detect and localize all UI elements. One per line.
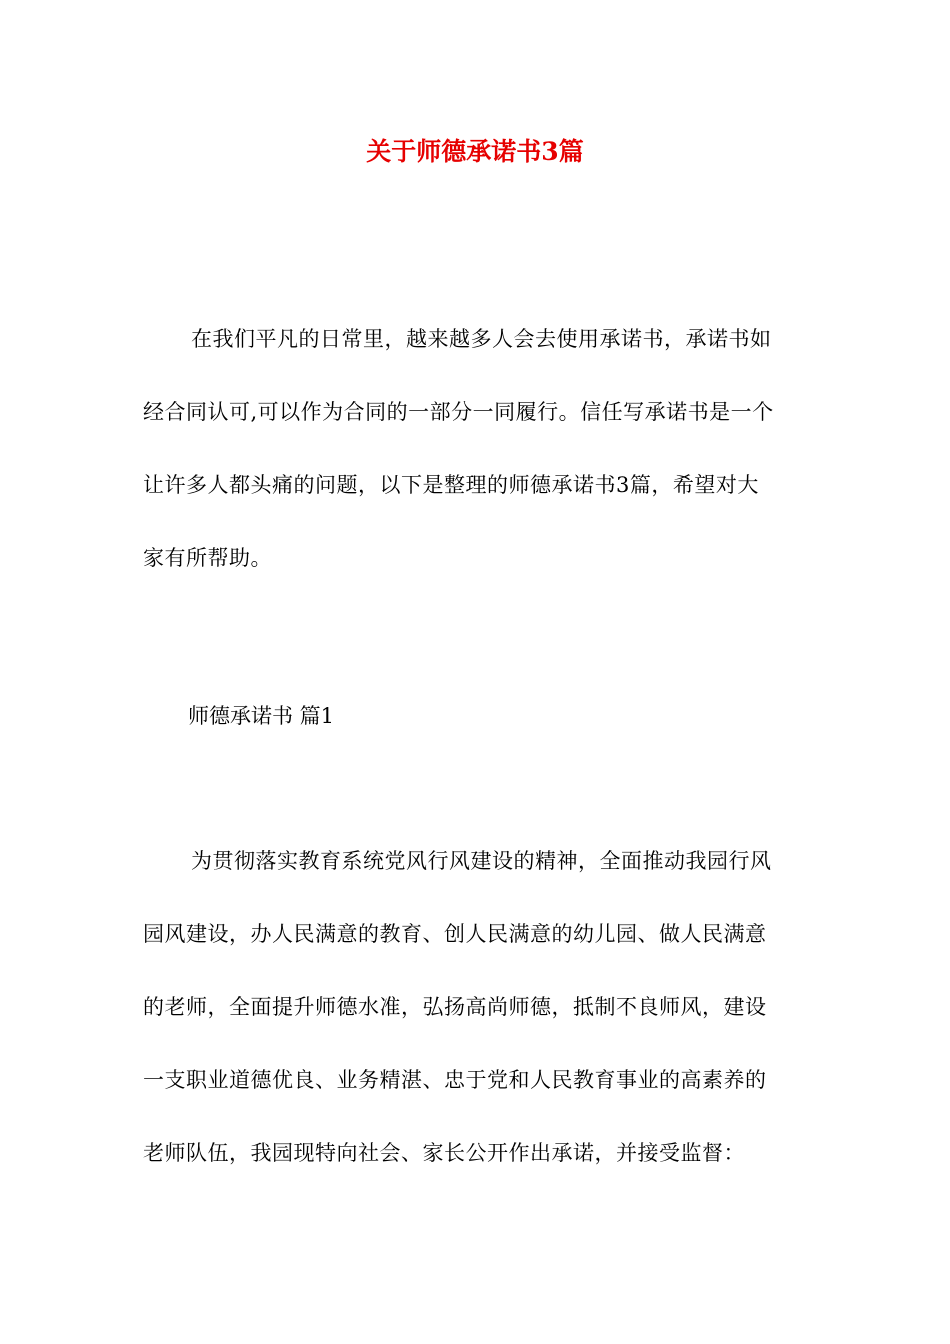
body-line: 为贯彻落实教育系统党风行风建设的精神，全面推动我园行风 — [191, 849, 772, 873]
body-line: 的老师，全面提升师德水准，弘扬高尚师德，抵制不良师风，建设 — [143, 995, 767, 1019]
intro-line: 经合同认可,可以作为合同的一部分一同履行。信任写承诺书是一个 — [143, 400, 774, 424]
body-line: 一支职业道德优良、业务精湛、忠于党和人民教育事业的高素养的 — [143, 1068, 767, 1092]
intro-line: 在我们平凡的日常里，越来越多人会去使用承诺书，承诺书如 — [191, 327, 772, 351]
body-line: 老师队伍，我园现特向社会、家长公开作出承诺，并接受监督： — [143, 1141, 745, 1165]
intro-line: 让许多人都头痛的问题，以下是整理的师德承诺书3篇，希望对大 — [143, 473, 759, 497]
intro-line: 家有所帮助。 — [143, 546, 272, 570]
document-title: 关于师德承诺书3篇 — [366, 137, 584, 166]
section-heading: 师德承诺书 篇1 — [188, 704, 335, 728]
body-paragraph — [143, 825, 805, 1190]
body-line: 园风建设，办人民满意的教育、创人民满意的幼儿园、做人民满意 — [143, 922, 767, 946]
intro-paragraph — [143, 303, 805, 595]
